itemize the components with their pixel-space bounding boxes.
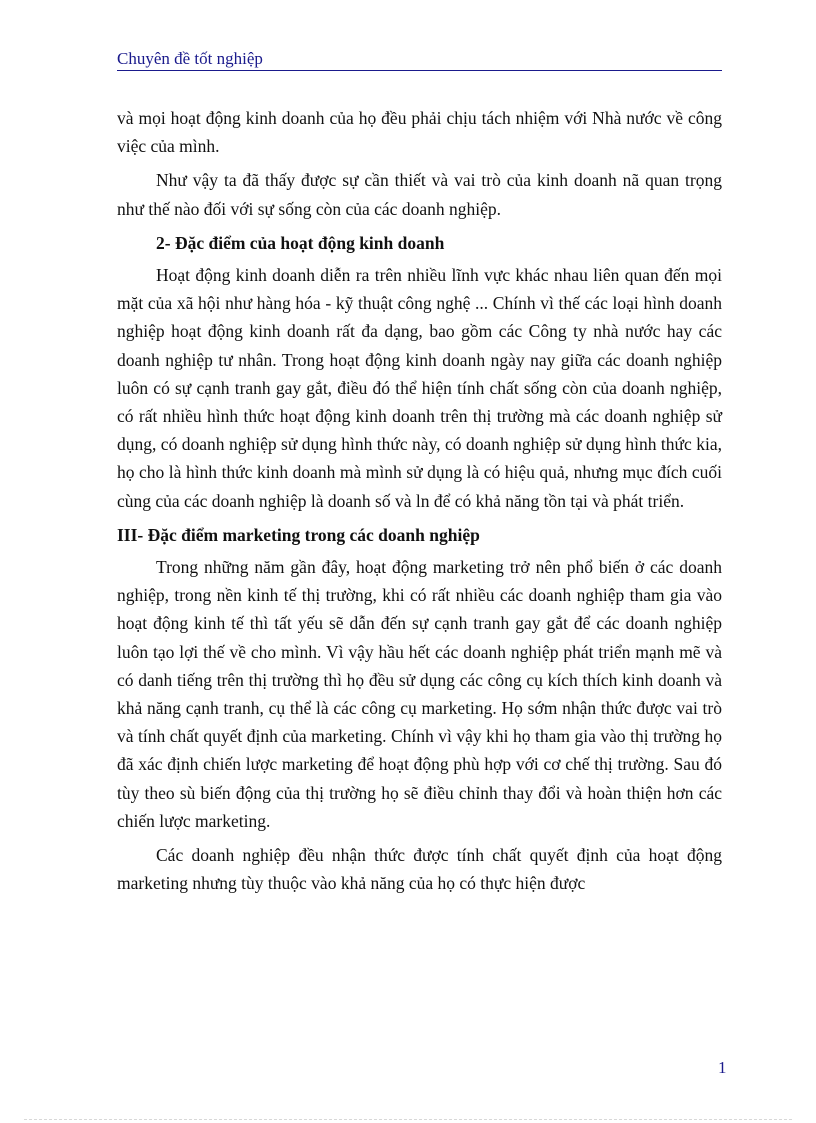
page-header	[117, 48, 722, 71]
page-bottom-divider	[24, 1119, 792, 1120]
document-body	[117, 104, 722, 903]
paragraph-1: và mọi hoạt động kinh doanh của họ đều phải chịu tách nhiệm với Nhà nước về công việc của mình.	[117, 108, 722, 157]
section-heading-2: 2- Đặc điểm của hoạt động kinh doanh	[156, 232, 445, 253]
header-title: Chuyên đề tốt nghiệp	[117, 49, 263, 68]
paragraph-4: Trong những năm gần đây, hoạt động marketing trở nên phổ biến ở các doanh nghiệp, trong nền kinh tế thị trường, khi có rất nhiều các doanh nghiệp tham gia vào hoạt động kinh tế thì tất yếu sẽ dẫn đến sự cạnh tranh gay gắt để các doanh nghiệp luôn tạo lợi thế về cho mình. Vì vậy hầu hết các doanh nghiệp phát triển mạnh mẽ và có danh tiếng trên thị trường thì họ đều sử dụng các công cụ kích thích kinh doanh và khả năng cạnh tranh, cụ thể là các công cụ marketing. Họ sớm nhận thức được vai trò và tính chất quyết định của marketing. Chính vì vậy khi họ tham gia vào thị trường họ đã xác định chiến lược marketing để hoạt động phù hợp với cơ chế thị trường. Sau đó tùy theo sù biến động của thị trường họ sẽ điều chỉnh thay đổi và hoàn thiện hơn các chiến lược marketing.	[117, 557, 722, 831]
paragraph-5: Các doanh nghiệp đều nhận thức được tính chất quyết định của hoạt động marketing nhưng tùy thuộc vào khả năng của họ có thực hiện được	[117, 845, 722, 894]
paragraph-3: Hoạt động kinh doanh diễn ra trên nhiều lĩnh vực khác nhau liên quan đến mọi mặt của xã hội như hàng hóa - kỹ thuật công nghệ ... Chính vì thế các loại hình doanh nghiệp hoạt động kinh doanh rất đa dạng, bao gồm các Công ty nhà nước hay các doanh nghiệp tư nhân. Trong hoạt động kinh doanh ngày nay giữa các doanh nghiệp luôn có sự cạnh tranh gay gắt, điều đó thể hiện tính chất sống còn của doanh nghiệp, có rất nhiều hình thức hoạt động kinh doanh trên thị trường mà các doanh nghiệp sử dụng, có doanh nghiệp sử dụng hình thức này, có doanh nghiệp sử dụng hình thức kia, họ cho là hình thức kinh doanh mà mình sử dụng là có hiệu quả, nhưng mục đích cuối cùng của các doanh nghiệp là doanh số và ln để có khả năng tồn tại và phát triển.	[117, 265, 722, 511]
paragraph-2: Như vậy ta đã thấy được sự cần thiết và vai trò của kinh doanh nã quan trọng như thế nào đối với sự sống còn của các doanh nghiệp.	[117, 170, 722, 219]
section-heading-iii: III- Đặc điểm marketing trong các doanh nghiệp	[117, 524, 480, 545]
page-number: 1	[718, 1058, 727, 1077]
